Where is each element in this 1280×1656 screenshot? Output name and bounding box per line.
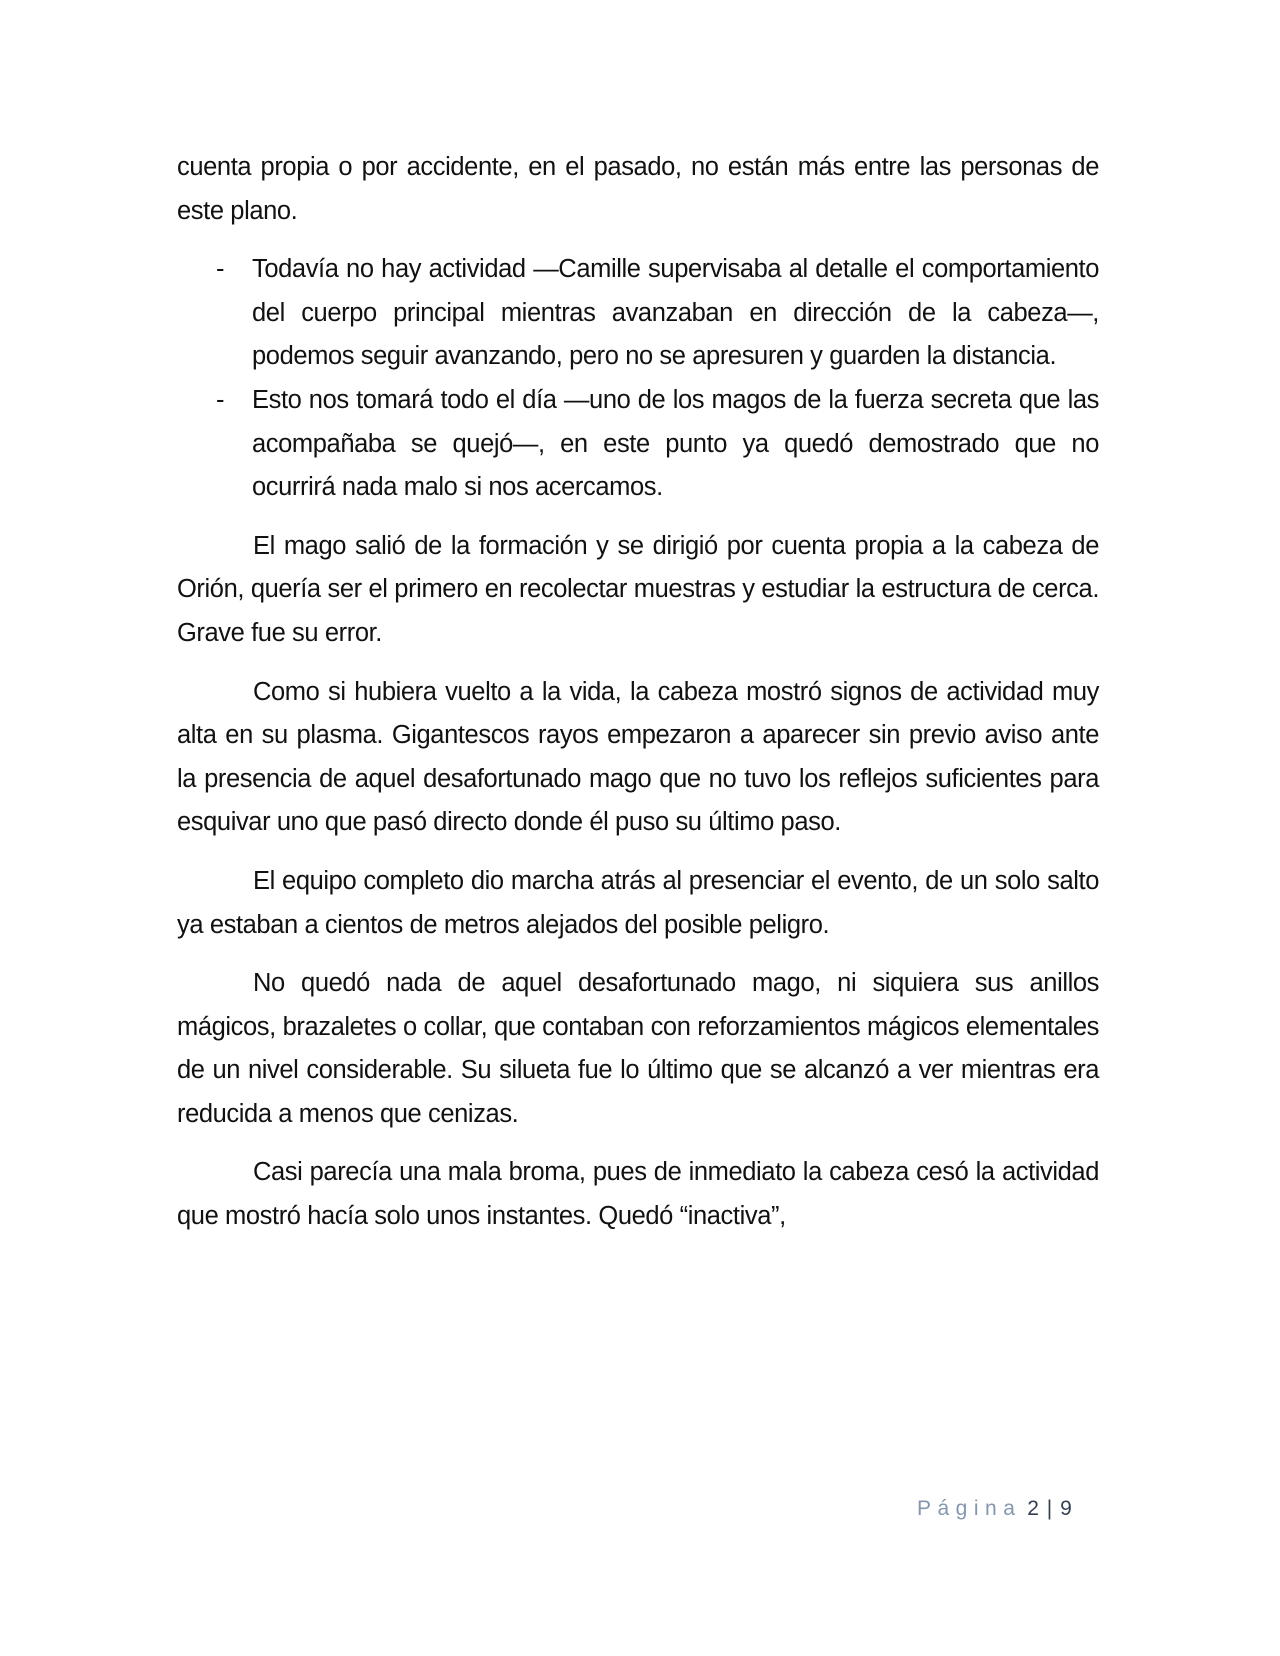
page-body bbox=[177, 146, 1099, 1254]
paragraph: Casi parecía una mala broma, pues de inmediato la cabeza cesó la actividad que mostró hacía solo unos instantes. Quedó “inactiva”, bbox=[177, 1158, 1099, 1231]
paragraph-continuation: cuenta propia o por accidente, en el pasado, no están más entre las personas de este plano. bbox=[177, 153, 1099, 225]
paragraph: El equipo completo dio marcha atrás al presenciar el evento, de un solo salto ya estaban a cientos de metros alejados del posible peligro. bbox=[177, 866, 1099, 939]
paragraph: El mago salió de la formación y se dirigió por cuenta propia a la cabeza de Orión, quería ser el primero en recolectar muestras y estudiar la estructura de cerca. Grave fue su error. bbox=[177, 531, 1099, 647]
page-separator: | bbox=[1046, 1497, 1055, 1520]
paragraph: No quedó nada de aquel desafortunado mago, ni siquiera sus anillos mágicos, brazaletes o collar, que contaban con reforzamientos mágicos elementales de un nivel considerable. Su silueta fue lo último que se alcanzó a ver mientras era reducida a menos que cenizas. bbox=[177, 969, 1099, 1128]
paragraph: Como si hubiera vuelto a la vida, la cabeza mostró signos de actividad muy alta en su plasma. Gigantescos rayos empezaron a aparecer sin previo aviso ante la presencia de aquel desafortunado mago que no tuvo los reflejos suficientes para esquivar uno que pasó directo donde él puso su último paso. bbox=[177, 677, 1099, 837]
page-footer bbox=[917, 1497, 1074, 1521]
dialog-item bbox=[177, 379, 1099, 510]
page-number: 2 bbox=[1027, 1497, 1041, 1520]
page-total: 9 bbox=[1060, 1497, 1074, 1520]
page-label: Página bbox=[917, 1497, 1022, 1520]
dialog-text: Todavía no hay actividad —Camille supervisaba al detalle el comportamiento del cuerpo principal mientras avanzaban en dirección de la cabeza—, podemos seguir avanzando, pero no se apresuren y guarden la distancia. bbox=[252, 255, 1099, 371]
dialog-text: Esto nos tomará todo el día —uno de los magos de la fuerza secreta que las acompañaba se quejó—, en este punto ya quedó demostrado que no ocurrirá nada malo si nos acercamos. bbox=[252, 385, 1099, 502]
dialog-dash: - bbox=[216, 255, 225, 284]
dialog-item bbox=[177, 248, 1099, 379]
dialog-dash: - bbox=[216, 385, 225, 414]
dialog-list bbox=[177, 248, 1099, 510]
